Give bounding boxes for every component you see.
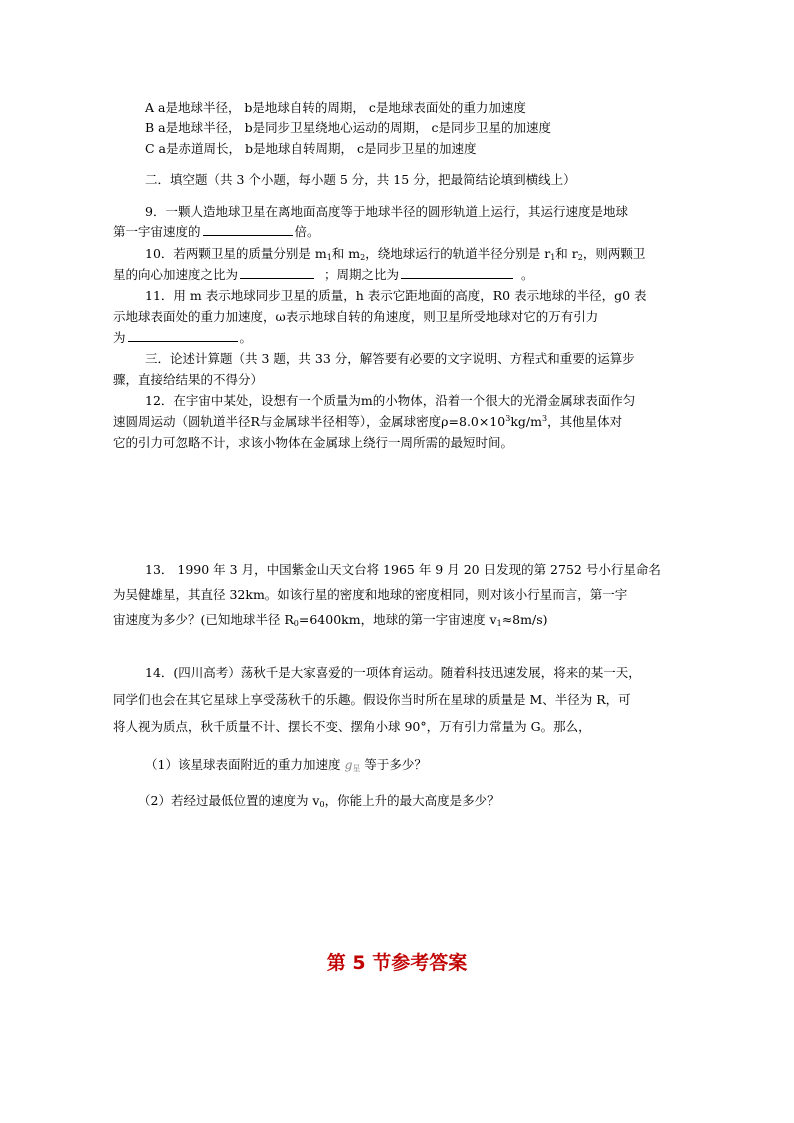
gravity-symbol: g (344, 757, 353, 772)
q14-part-2-suffix: ，你能上升的最大高度是多少？ (324, 793, 500, 808)
q10-text-3: ，绕地球运行的轨道半径分别是 r (365, 246, 551, 261)
gravity-subscript: 星 (352, 764, 361, 773)
q14-line-2: 同学们也会在其它星球上享受荡秋千的乐趣。假设你当时所在星球的质量是 M、半径为 R，可 (113, 692, 631, 707)
q12-sup-2: 3 (541, 414, 548, 423)
q12-line-1: 12．在宇宙中某处，设想有一个质量为m的小物体，沿着一个很大的光滑金属球表面作匀 (145, 393, 636, 408)
q12-sup-1: 3 (505, 414, 511, 423)
q12-text-1: 速圆周运动（圆轨道半径R与金属球半径相等），金属球密度ρ=8.0×10 (113, 414, 506, 429)
q10-text-6: 星的向心加速度之比为 (113, 267, 239, 282)
q13-sub-r0: 0 (293, 619, 299, 628)
q13-line-1: 13． 1990 年 3 月，中国紫金山天文台将 1965 年 9 月 20 日发现的第 2752 号小行星命名 (145, 562, 661, 577)
q14-sub-v0: 0 (319, 800, 325, 809)
q10-accel-ratio-blank[interactable] (240, 265, 314, 279)
q13-text-2: =6400km，地球的第一宇宙速度 v (298, 612, 497, 627)
q14-line-3: 将人视为质点，秋千质量不计、摆长不变、摆角小球 90°，万有引力常量为 G。那么， (113, 719, 591, 734)
q10-text-4: 和 r (555, 246, 578, 261)
q13-line-2: 为吴健雄星，其直径 32km。如该行星的密度和地球的密度相同，则对该小行星而言，第一宇 (113, 587, 628, 602)
q9-suffix: 倍。 (294, 224, 320, 239)
q12-text-3: ，其他星体对 (547, 414, 623, 429)
q11-text: 为 (113, 330, 126, 345)
q10-period-ratio-blank[interactable] (401, 265, 513, 279)
q10-text-5: ，则两颗卫 (582, 246, 646, 261)
q11-suffix: 。 (239, 330, 253, 345)
section-2-heading: 二．填空题（共 3 个小题，每小题 5 分，共 15 分，把最简结论填到横线上） (145, 172, 576, 187)
q10-line-2 (113, 265, 534, 285)
q14-part-2-text: （2）若经过最低位置的速度为 v (138, 793, 320, 808)
q12-text-2: kg/m (510, 414, 542, 429)
q10-line-1 (145, 244, 645, 264)
q14-part-1-text: （1）该星球表面附近的重力加速度 (145, 757, 345, 772)
q9-line-2 (113, 222, 320, 242)
q13-line-3 (113, 610, 548, 630)
q9-answer-blank[interactable] (203, 222, 293, 236)
q9-text: 第一宇宙速度的 (113, 224, 201, 239)
q13-text-3: ≈8m/s) (501, 612, 548, 627)
q12-line-3: 它的引力可忽略不计，求该小物体在金属球上绕行一周所需的最短时间。 (113, 435, 514, 450)
q12-line-2 (113, 412, 622, 432)
q10-sub-r2: 2 (577, 253, 583, 262)
option-a: A a是地球半径， b是地球自转的周期， c是地球表面处的重力加速度 (145, 100, 526, 115)
q10-sub-m1: 1 (326, 253, 332, 262)
section-3-heading-line-2: 骤，直接给结果的不得分） (113, 372, 264, 387)
option-b: B a是地球半径， b是同步卫星绕地心运动的周期， c是同步卫星的加速度 (145, 120, 552, 135)
q14-line-1: 14．(四川高考）荡秋千是大家喜爱的一项体育运动。随着科技迅速发展，将来的某一天， (145, 665, 641, 680)
q11-line-2: 示地球表面处的重力加速度，ω表示地球自转的角速度，则卫星所受地球对它的万有引力 (113, 309, 599, 324)
answer-section-title: 第 5 节参考答案 (326, 952, 468, 974)
q13-text-1: 宙速度为多少？(已知地球半径 R (113, 612, 294, 627)
q10-sub-m2: 2 (360, 253, 366, 262)
q11-answer-blank[interactable] (128, 328, 238, 342)
q10-text-8: 。 (521, 267, 534, 282)
q10-text-7: ；周期之比为 (324, 267, 400, 282)
q14-part-1-suffix: 等于多少？ (360, 757, 427, 772)
q10-text-2: 和 m (331, 246, 361, 261)
q11-line-3 (113, 328, 252, 348)
q11-line-1: 11．用 m 表示地球同步卫星的质量，h 表示它距地面的高度，R0 表示地球的半径，g0 表 (145, 288, 647, 303)
q10-sub-r1: 1 (550, 253, 556, 262)
q14-part-1 (145, 755, 427, 775)
section-3-heading-line-1: 三．论述计算题（共 3 题，共 33 分，解答要有必要的文字说明、方程式和重要的运算步 (145, 351, 635, 366)
q13-sub-v1: 1 (496, 619, 502, 628)
option-c: C a是赤道周长， b是地球自转周期， c是同步卫星的加速度 (145, 141, 477, 156)
q14-part-2 (138, 791, 500, 811)
q10-text-1: 10．若两颗卫星的质量分别是 m (145, 246, 327, 261)
q9-line-1: 9．一颗人造地球卫星在离地面高度等于地球半径的圆形轨道上运行，其运行速度是地球 (145, 204, 628, 219)
